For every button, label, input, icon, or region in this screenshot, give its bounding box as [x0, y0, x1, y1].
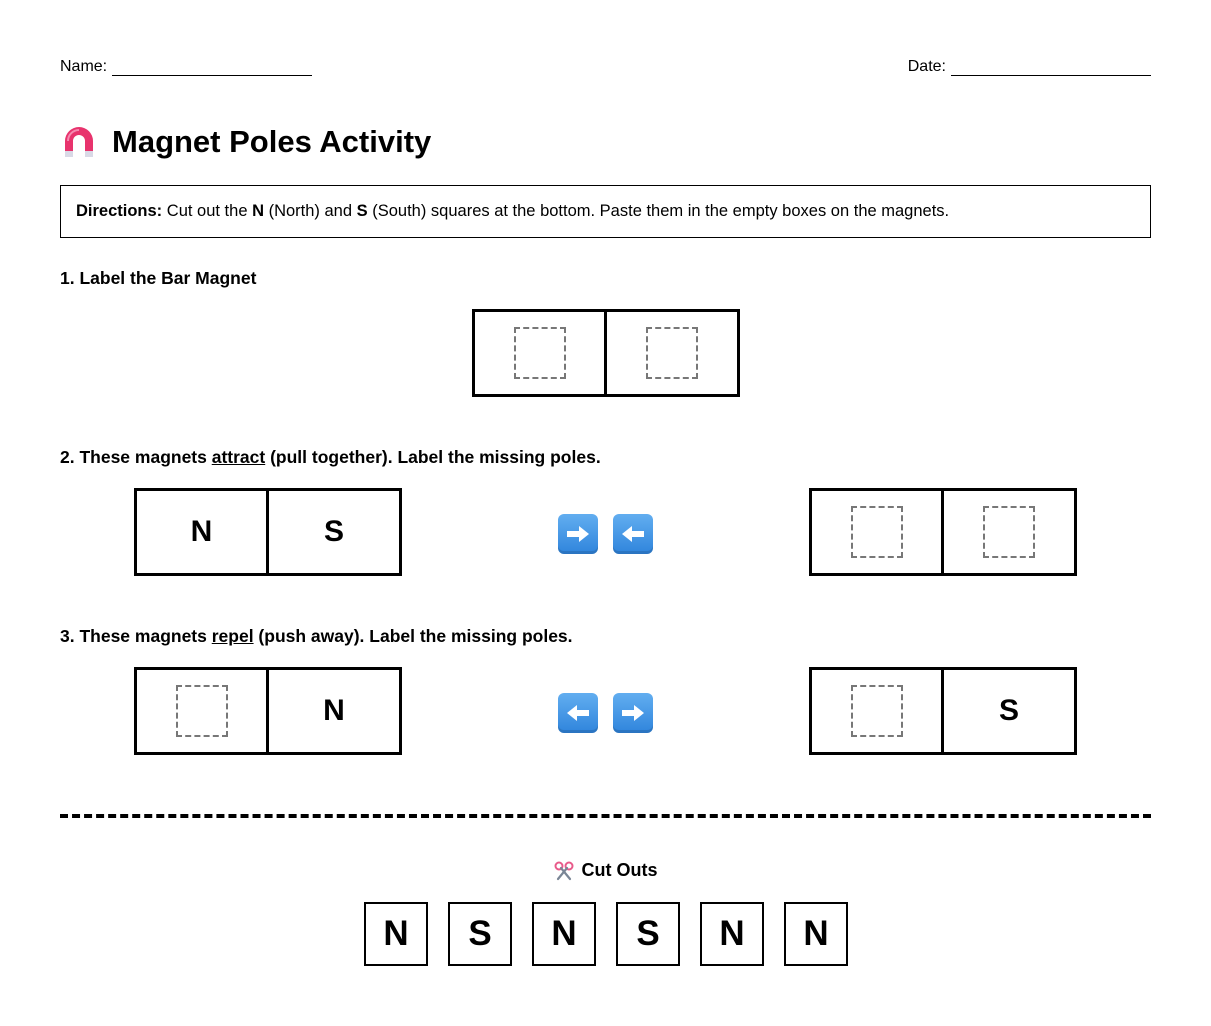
right-arrow-icon: [558, 514, 598, 554]
paste-box[interactable]: [851, 685, 903, 737]
magnet-pole-right: [607, 312, 737, 394]
magnet-pole-right: S: [323, 515, 344, 548]
paste-box[interactable]: [646, 327, 698, 379]
directions-text-1: Cut out the: [162, 202, 253, 220]
cutout-tile[interactable]: S: [616, 902, 680, 966]
paste-box[interactable]: [851, 506, 903, 558]
magnet-pole-left: [812, 491, 944, 573]
q1-bar-magnet: [472, 309, 740, 397]
q3-heading: [60, 626, 573, 647]
name-line[interactable]: [112, 59, 312, 76]
left-arrow-icon: [613, 514, 653, 554]
directions-prefix: Directions:: [76, 202, 163, 220]
cutout-tile[interactable]: S: [448, 902, 512, 966]
paste-box[interactable]: [176, 685, 228, 737]
paste-box[interactable]: [514, 327, 566, 379]
cutout-tile[interactable]: N: [364, 902, 428, 966]
cutout-tile[interactable]: N: [700, 902, 764, 966]
cut-line-divider: [60, 814, 1151, 818]
q2-arrows: [558, 514, 653, 554]
q3-heading-post: (push away). Label the missing poles.: [253, 626, 573, 646]
directions-box: [60, 185, 1151, 238]
magnet-pole-right: S: [998, 694, 1019, 727]
date-label: Date:: [907, 58, 946, 75]
magnet-icon: [62, 125, 96, 159]
right-arrow-icon: [613, 693, 653, 733]
q2-heading-pre: 2. These magnets: [60, 447, 212, 467]
directions-text-3: (South) squares at the bottom. Paste them in the empty boxes on the magnets.: [367, 202, 950, 220]
cutouts-title: Cut Outs: [581, 860, 658, 880]
q3-left-magnet: [134, 667, 402, 755]
cutout-tiles: [364, 902, 848, 966]
page-title-row: [62, 124, 431, 160]
directions-text-2: (North) and: [264, 202, 357, 220]
q3-heading-key: repel: [211, 626, 254, 646]
page-title: Magnet Poles Activity: [112, 124, 432, 159]
q2-left-magnet: [134, 488, 402, 576]
date-line[interactable]: [951, 59, 1151, 76]
q3-arrows: [558, 693, 653, 733]
north-letter: N: [252, 202, 264, 220]
left-arrow-icon: [558, 693, 598, 733]
q2-heading-post: (pull together). Label the missing poles.: [265, 447, 601, 467]
magnet-pole-left: [812, 670, 944, 752]
cutout-tile[interactable]: N: [532, 902, 596, 966]
name-label: Name:: [60, 58, 108, 75]
magnet-pole-right: [944, 491, 1074, 573]
magnet-pole-left: [475, 312, 607, 394]
south-letter: S: [356, 202, 368, 220]
cutouts-heading: [60, 860, 1151, 881]
magnet-pole-right: N: [323, 694, 345, 727]
q3-heading-pre: 3. These magnets: [60, 626, 212, 646]
magnet-pole-left: [137, 670, 269, 752]
header: [60, 58, 1151, 78]
date-field: [908, 58, 1151, 76]
name-field: [60, 58, 312, 76]
cutout-tile[interactable]: N: [784, 902, 848, 966]
paste-box[interactable]: [983, 506, 1035, 558]
q1-heading: 1. Label the Bar Magnet: [60, 268, 257, 288]
scissors-icon: [554, 861, 574, 881]
q3-right-magnet: [809, 667, 1077, 755]
q2-right-magnet: [809, 488, 1077, 576]
q2-heading: [60, 447, 601, 468]
q2-heading-key: attract: [211, 447, 266, 467]
magnet-pole-left: N: [137, 491, 269, 573]
